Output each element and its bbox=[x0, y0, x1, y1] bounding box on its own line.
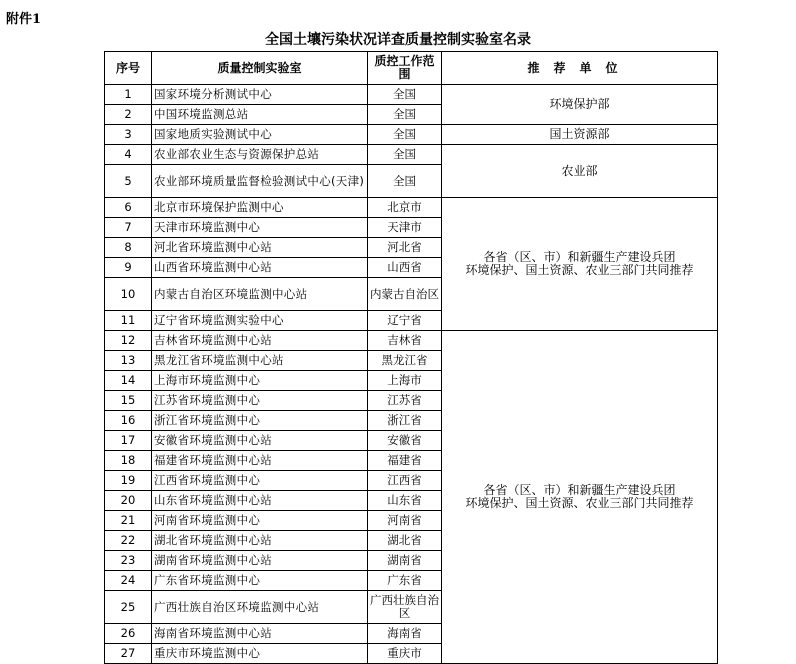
row-lab: 重庆市环境监测中心 bbox=[152, 644, 368, 664]
row-lab: 湖北省环境监测中心站 bbox=[152, 531, 368, 551]
row-seq: 14 bbox=[105, 371, 152, 391]
header-seq: 序号 bbox=[105, 52, 152, 85]
row-lab: 国家地质实验测试中心 bbox=[152, 125, 368, 145]
row-scope: 全国 bbox=[368, 85, 442, 105]
row-lab: 天津市环境监测中心 bbox=[152, 218, 368, 238]
row-seq: 6 bbox=[105, 198, 152, 218]
document-title: 全国土壤污染状况详查质量控制实验室名录 bbox=[265, 32, 531, 48]
row-seq: 5 bbox=[105, 165, 152, 198]
header-lab: 质量控制实验室 bbox=[152, 52, 368, 85]
row-scope: 天津市 bbox=[368, 218, 442, 238]
recommender-land: 国土资源部 bbox=[442, 125, 718, 145]
row-seq: 20 bbox=[105, 491, 152, 511]
row-scope: 湖南省 bbox=[368, 551, 442, 571]
row-seq: 4 bbox=[105, 145, 152, 165]
row-scope: 广西壮族自治区 bbox=[368, 591, 442, 624]
row-seq: 1 bbox=[105, 85, 152, 105]
row-seq: 26 bbox=[105, 624, 152, 644]
row-scope: 全国 bbox=[368, 145, 442, 165]
row-scope: 湖北省 bbox=[368, 531, 442, 551]
row-seq: 2 bbox=[105, 105, 152, 125]
row-seq: 18 bbox=[105, 451, 152, 471]
row-seq: 24 bbox=[105, 571, 152, 591]
row-seq: 13 bbox=[105, 351, 152, 371]
row-scope: 全国 bbox=[368, 125, 442, 145]
row-lab: 内蒙古自治区环境监测中心站 bbox=[152, 278, 368, 311]
recommender-agri: 农业部 bbox=[442, 145, 718, 198]
recommender-joint-b-line2: 环境保护、国土资源、农业三部门共同推荐 bbox=[465, 496, 694, 510]
row-scope: 吉林省 bbox=[368, 331, 442, 351]
row-lab: 浙江省环境监测中心 bbox=[152, 411, 368, 431]
row-lab: 江西省环境监测中心 bbox=[152, 471, 368, 491]
row-scope: 广东省 bbox=[368, 571, 442, 591]
row-seq: 3 bbox=[105, 125, 152, 145]
row-lab: 江苏省环境监测中心 bbox=[152, 391, 368, 411]
recommender-joint-b-line1: 各省（区、市）和新疆生产建设兵团 bbox=[483, 483, 676, 497]
row-lab: 农业部农业生态与资源保护总站 bbox=[152, 145, 368, 165]
row-scope: 黑龙江省 bbox=[368, 351, 442, 371]
row-lab: 中国环境监测总站 bbox=[152, 105, 368, 125]
row-seq: 8 bbox=[105, 238, 152, 258]
recommender-env: 环境保护部 bbox=[442, 85, 718, 125]
row-lab: 农业部环境质量监督检验测试中心(天津) bbox=[152, 165, 368, 198]
recommender-joint-a-line2: 环境保护、国土资源、农业三部门共同推荐 bbox=[465, 263, 694, 277]
row-scope: 全国 bbox=[368, 105, 442, 125]
row-seq: 9 bbox=[105, 258, 152, 278]
row-seq: 11 bbox=[105, 311, 152, 331]
row-lab: 吉林省环境监测中心站 bbox=[152, 331, 368, 351]
row-scope: 河南省 bbox=[368, 511, 442, 531]
row-seq: 7 bbox=[105, 218, 152, 238]
row-scope: 上海市 bbox=[368, 371, 442, 391]
table-row bbox=[105, 145, 718, 165]
row-seq: 21 bbox=[105, 511, 152, 531]
row-seq: 22 bbox=[105, 531, 152, 551]
row-seq: 16 bbox=[105, 411, 152, 431]
row-lab: 国家环境分析测试中心 bbox=[152, 85, 368, 105]
row-lab: 山西省环境监测中心站 bbox=[152, 258, 368, 278]
row-scope: 江苏省 bbox=[368, 391, 442, 411]
row-lab: 海南省环境监测中心站 bbox=[152, 624, 368, 644]
header-scope: 质控工作范围 bbox=[368, 52, 442, 85]
table-row bbox=[105, 331, 718, 351]
row-seq: 27 bbox=[105, 644, 152, 664]
row-scope: 安徽省 bbox=[368, 431, 442, 451]
row-seq: 23 bbox=[105, 551, 152, 571]
row-scope: 海南省 bbox=[368, 624, 442, 644]
attachment-label: 附件1 bbox=[6, 12, 42, 27]
recommender-joint-a bbox=[442, 198, 718, 331]
row-scope: 河北省 bbox=[368, 238, 442, 258]
row-lab: 福建省环境监测中心站 bbox=[152, 451, 368, 471]
header-recommender bbox=[442, 52, 718, 85]
row-seq: 10 bbox=[105, 278, 152, 311]
row-lab: 北京市环境保护监测中心 bbox=[152, 198, 368, 218]
row-scope: 山东省 bbox=[368, 491, 442, 511]
row-scope: 全国 bbox=[368, 165, 442, 198]
row-seq: 25 bbox=[105, 591, 152, 624]
row-scope: 浙江省 bbox=[368, 411, 442, 431]
row-lab: 辽宁省环境监测实验中心 bbox=[152, 311, 368, 331]
lab-directory-table bbox=[104, 51, 718, 664]
table-header-row bbox=[105, 52, 718, 85]
row-lab: 上海市环境监测中心 bbox=[152, 371, 368, 391]
row-scope: 江西省 bbox=[368, 471, 442, 491]
row-lab: 广东省环境监测中心 bbox=[152, 571, 368, 591]
recommender-joint-a-line1: 各省（区、市）和新疆生产建设兵团 bbox=[483, 250, 676, 264]
row-lab: 河北省环境监测中心站 bbox=[152, 238, 368, 258]
row-seq: 19 bbox=[105, 471, 152, 491]
row-seq: 17 bbox=[105, 431, 152, 451]
row-lab: 湖南省环境监测中心站 bbox=[152, 551, 368, 571]
row-lab: 黑龙江省环境监测中心站 bbox=[152, 351, 368, 371]
row-scope: 北京市 bbox=[368, 198, 442, 218]
row-scope: 重庆市 bbox=[368, 644, 442, 664]
row-scope: 山西省 bbox=[368, 258, 442, 278]
row-lab: 广西壮族自治区环境监测中心站 bbox=[152, 591, 368, 624]
header-recommender-label: 推荐单位 bbox=[527, 60, 632, 75]
row-lab: 山东省环境监测中心站 bbox=[152, 491, 368, 511]
table-row bbox=[105, 85, 718, 105]
row-scope: 福建省 bbox=[368, 451, 442, 471]
row-lab: 安徽省环境监测中心站 bbox=[152, 431, 368, 451]
row-seq: 15 bbox=[105, 391, 152, 411]
row-scope: 内蒙古自治区 bbox=[368, 278, 442, 311]
row-lab: 河南省环境监测中心 bbox=[152, 511, 368, 531]
table-row bbox=[105, 198, 718, 218]
recommender-joint-b bbox=[442, 331, 718, 664]
row-scope: 辽宁省 bbox=[368, 311, 442, 331]
row-seq: 12 bbox=[105, 331, 152, 351]
table-row bbox=[105, 125, 718, 145]
